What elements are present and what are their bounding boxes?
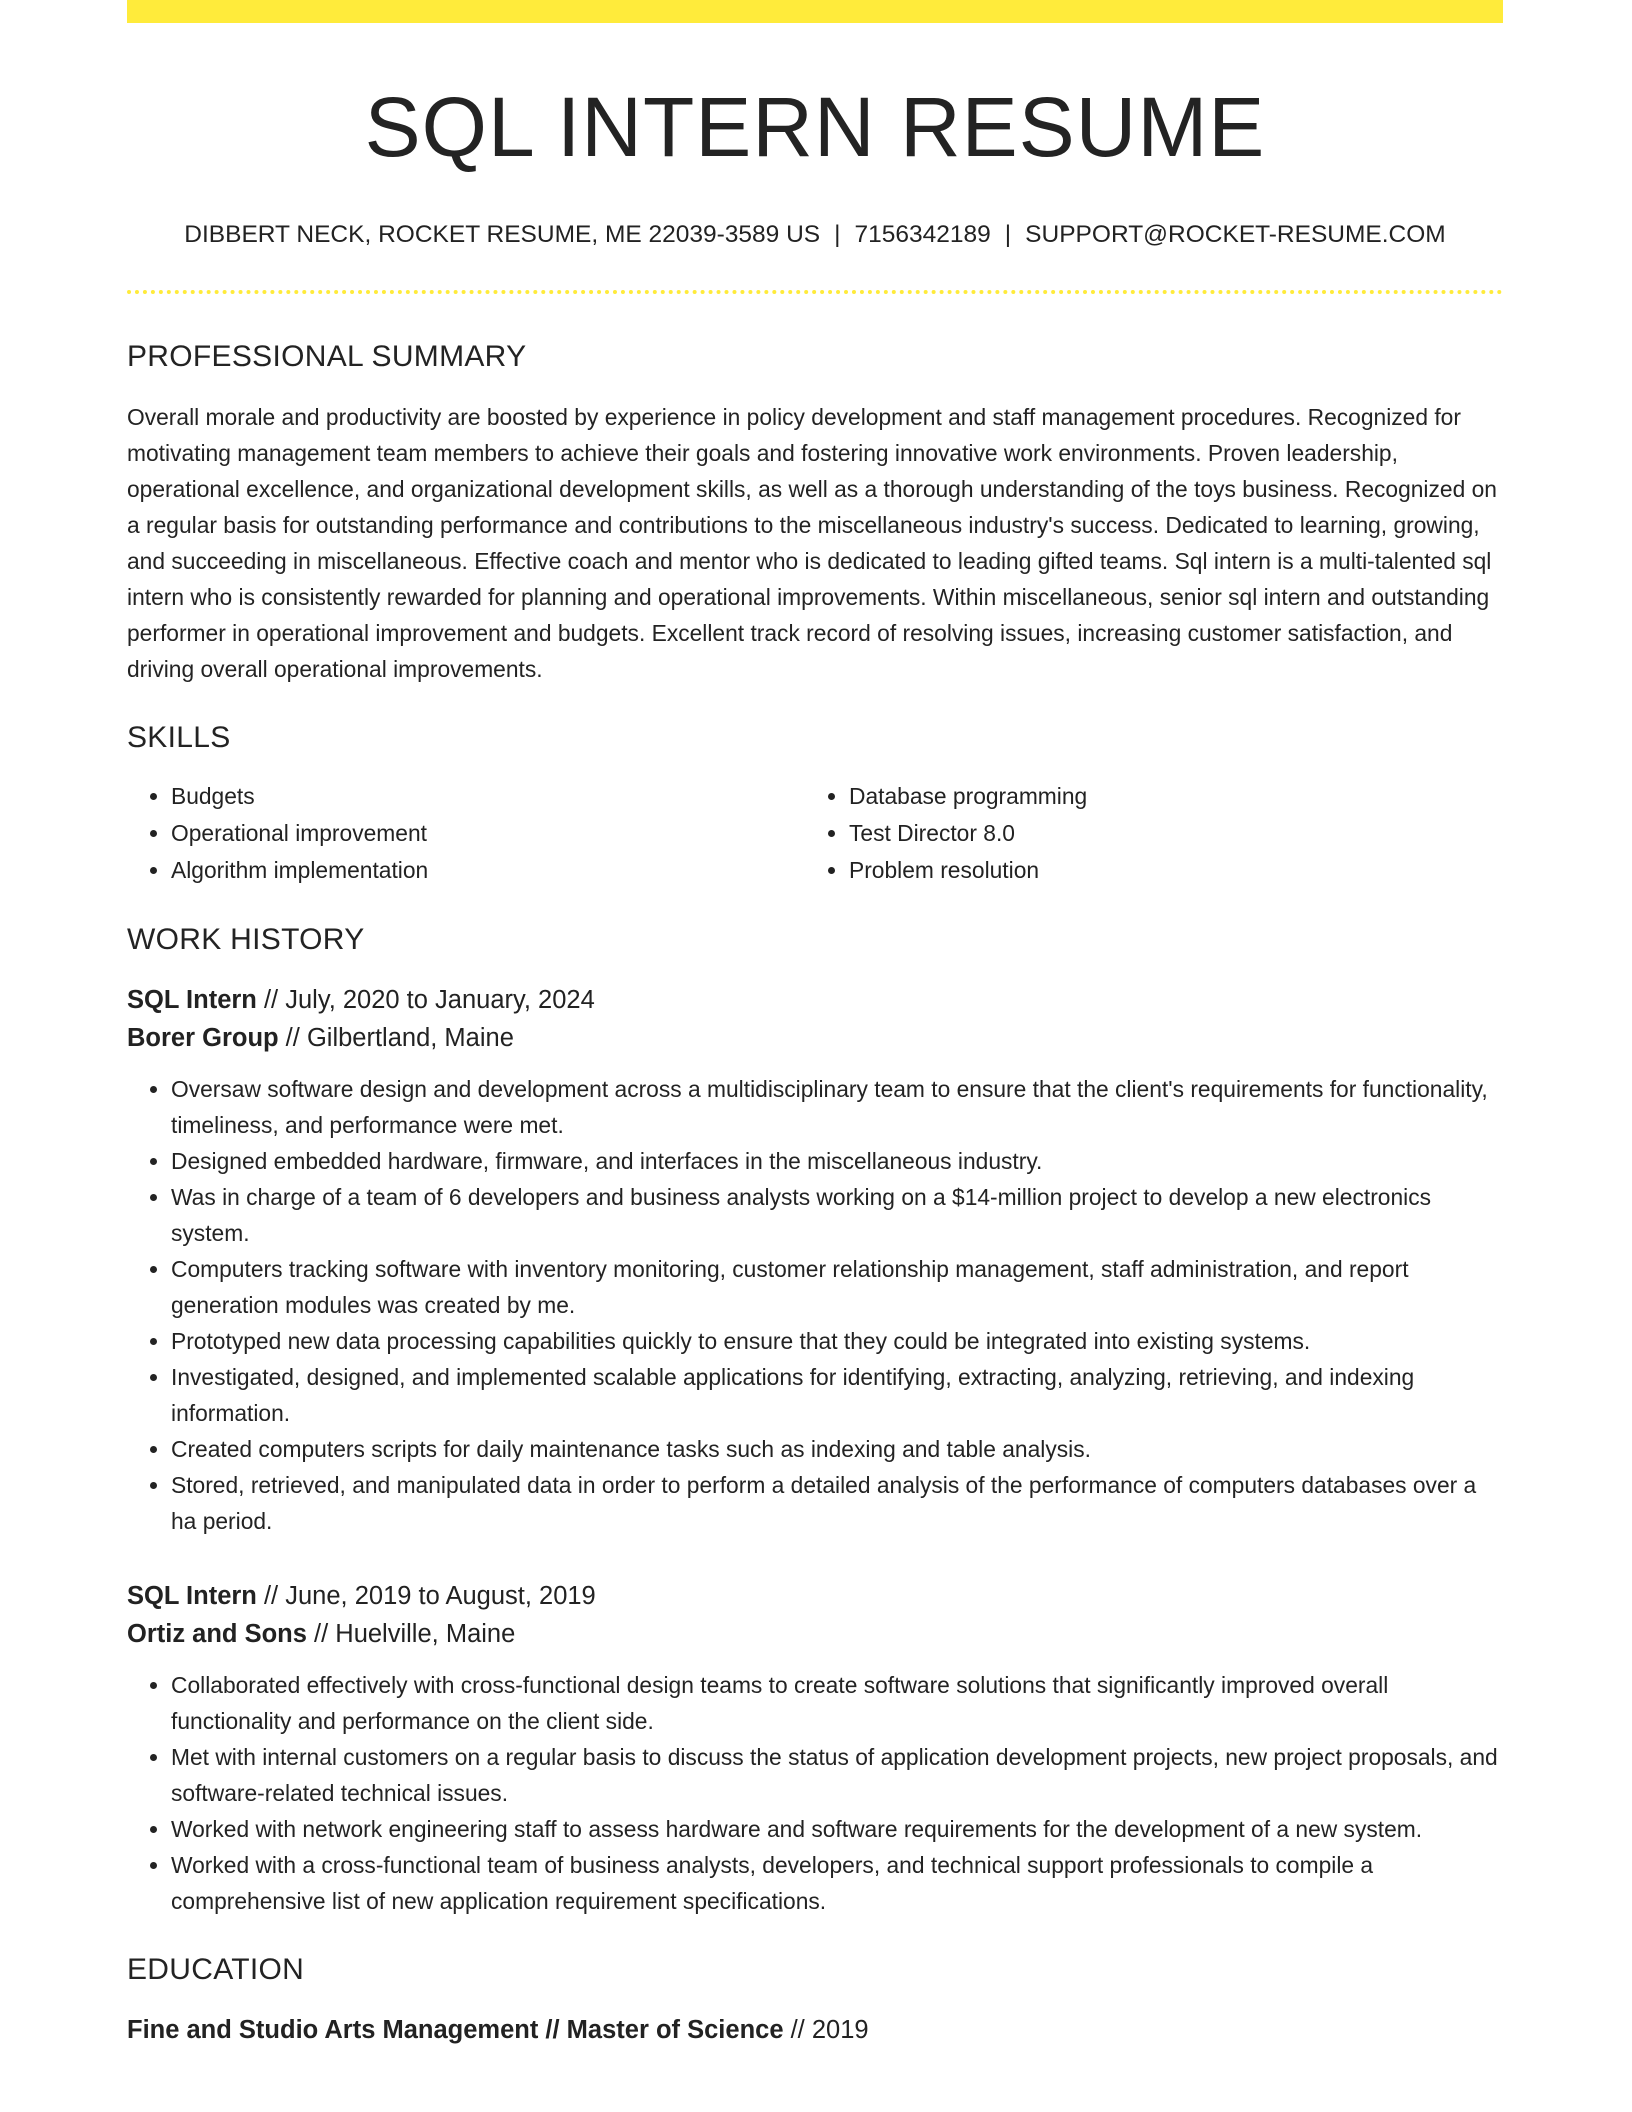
skills-column-right: [805, 778, 1483, 889]
job-dates: July, 2020 to January, 2024: [285, 985, 595, 1014]
contact-line: [127, 223, 1503, 248]
education-entry: [127, 2011, 1503, 2049]
job-delimiter: //: [278, 1023, 307, 1052]
resume-page: [127, 0, 1503, 2049]
job-title-line: [127, 1577, 1503, 1615]
section-heading-summary: PROFESSIONAL SUMMARY: [127, 339, 527, 373]
job-company-line: [127, 1615, 1503, 1653]
job-bullet: • Worked with a cross-functional team of business analysts, developers, and technical support professionals to compile a comprehensive list of new application requirement specifications.: [171, 1847, 1503, 1919]
contact-phone[interactable]: 7156342189: [854, 221, 991, 249]
job-delimiter: //: [783, 2015, 812, 2044]
skills-list: [127, 778, 1503, 889]
job-company: Ortiz and Sons: [127, 1619, 307, 1648]
job-bullet: • Created computers scripts for daily maintenance tasks such as indexing and table analysis.: [171, 1431, 1503, 1467]
contact-separator: |: [1004, 221, 1012, 249]
job-bullet: • Collaborated effectively with cross-functional design teams to create software solutions that significantly improved overall functionality and performance on the client side.: [171, 1667, 1503, 1739]
skill-item: • Algorithm implementation: [171, 852, 805, 889]
skill-item: • Test Director 8.0: [849, 815, 1483, 852]
skills-column-left: [127, 778, 805, 889]
job-delimiter: //: [256, 985, 286, 1014]
job-location: Huelville, Maine: [335, 1619, 516, 1648]
job-bullets: [127, 1071, 1503, 1539]
contact-separator: |: [834, 221, 841, 249]
job-title: SQL Intern: [127, 1581, 257, 1610]
job-company-line: [127, 1019, 1503, 1057]
job-bullet: • Met with internal customers on a regular basis to discuss the status of application development projects, new project proposals, and software-related technical issues.: [171, 1739, 1503, 1811]
skill-item: • Problem resolution: [849, 852, 1483, 889]
section-heading-work: WORK HISTORY: [127, 922, 365, 956]
job-bullet: • Worked with network engineering staff to assess hardware and software requirements for the development of a new system.: [171, 1811, 1503, 1847]
skill-item: • Budgets: [171, 778, 805, 815]
job-bullet: • Stored, retrieved, and manipulated data in order to perform a detailed analysis of the performance of computers databases over a ha period.: [171, 1467, 1503, 1539]
contact-address: DIBBERT NECK, ROCKET RESUME, ME 22039-3589 US: [184, 221, 821, 249]
education-degree: Fine and Studio Arts Management // Master of Science: [127, 2015, 784, 2044]
section-heading-education: EDUCATION: [127, 1952, 305, 1986]
job-bullet: • Investigated, designed, and implemented scalable applications for identifying, extracting, analyzing, retrieving, and indexing information.: [171, 1359, 1503, 1431]
education-year: 2019: [811, 2015, 869, 2044]
summary-paragraph: Overall morale and productivity are boosted by experience in policy development and staff management procedures. Recognized for motivating management team members to achieve their goals and fostering innovative work environments. Proven leadership, operational excellence, and organizational development skills, as well as a thorough understanding of the toys business. Recognized on a regular basis for outstanding performance and contributions to the miscellaneous industry's success. Dedicated to learning, growing, and succeeding in miscellaneous. Effective coach and mentor who is dedicated to leading gifted teams. Sql intern is a multi-talented sql intern who is consistently rewarded for planning and operational improvements. Within miscellaneous, senior sql intern and outstanding performer in operational improvement and budgets. Excellent track record of resolving issues, increasing customer satisfaction, and driving overall operational improvements.: [127, 403, 1497, 682]
job-entry: [127, 1577, 1503, 1919]
skill-item: • Operational improvement: [171, 815, 805, 852]
dotted-divider: [127, 290, 1503, 294]
resume-title: SQL INTERN RESUME: [364, 80, 1266, 174]
job-delimiter: //: [306, 1619, 336, 1648]
job-bullet: • Oversaw software design and development across a multidisciplinary team to ensure that the client's requirements for functionality, timeliness, and performance were met.: [171, 1071, 1503, 1143]
job-title-line: [127, 981, 1503, 1019]
skill-item: • Database programming: [849, 778, 1483, 815]
job-location: Gilbertland, Maine: [306, 1023, 514, 1052]
job-entry: [127, 981, 1503, 1539]
job-dates: June, 2019 to August, 2019: [285, 1581, 596, 1610]
job-bullet: • Computers tracking software with inventory monitoring, customer relationship management, staff administration, and report generation modules was created by me.: [171, 1251, 1503, 1323]
contact-email[interactable]: SUPPORT@ROCKET-RESUME.COM: [1025, 221, 1446, 249]
job-delimiter: //: [256, 1581, 286, 1610]
job-bullet: • Was in charge of a team of 6 developers and business analysts working on a $14-million project to develop a new electronics system.: [171, 1179, 1503, 1251]
job-bullet: • Designed embedded hardware, firmware, and interfaces in the miscellaneous industry.: [171, 1143, 1503, 1179]
job-title: SQL Intern: [127, 985, 257, 1014]
job-company: Borer Group: [127, 1023, 279, 1052]
job-bullet: • Prototyped new data processing capabilities quickly to ensure that they could be integrated into existing systems.: [171, 1323, 1503, 1359]
section-heading-skills: SKILLS: [127, 720, 231, 754]
job-bullets: [127, 1667, 1503, 1919]
accent-top-bar: [127, 0, 1503, 23]
